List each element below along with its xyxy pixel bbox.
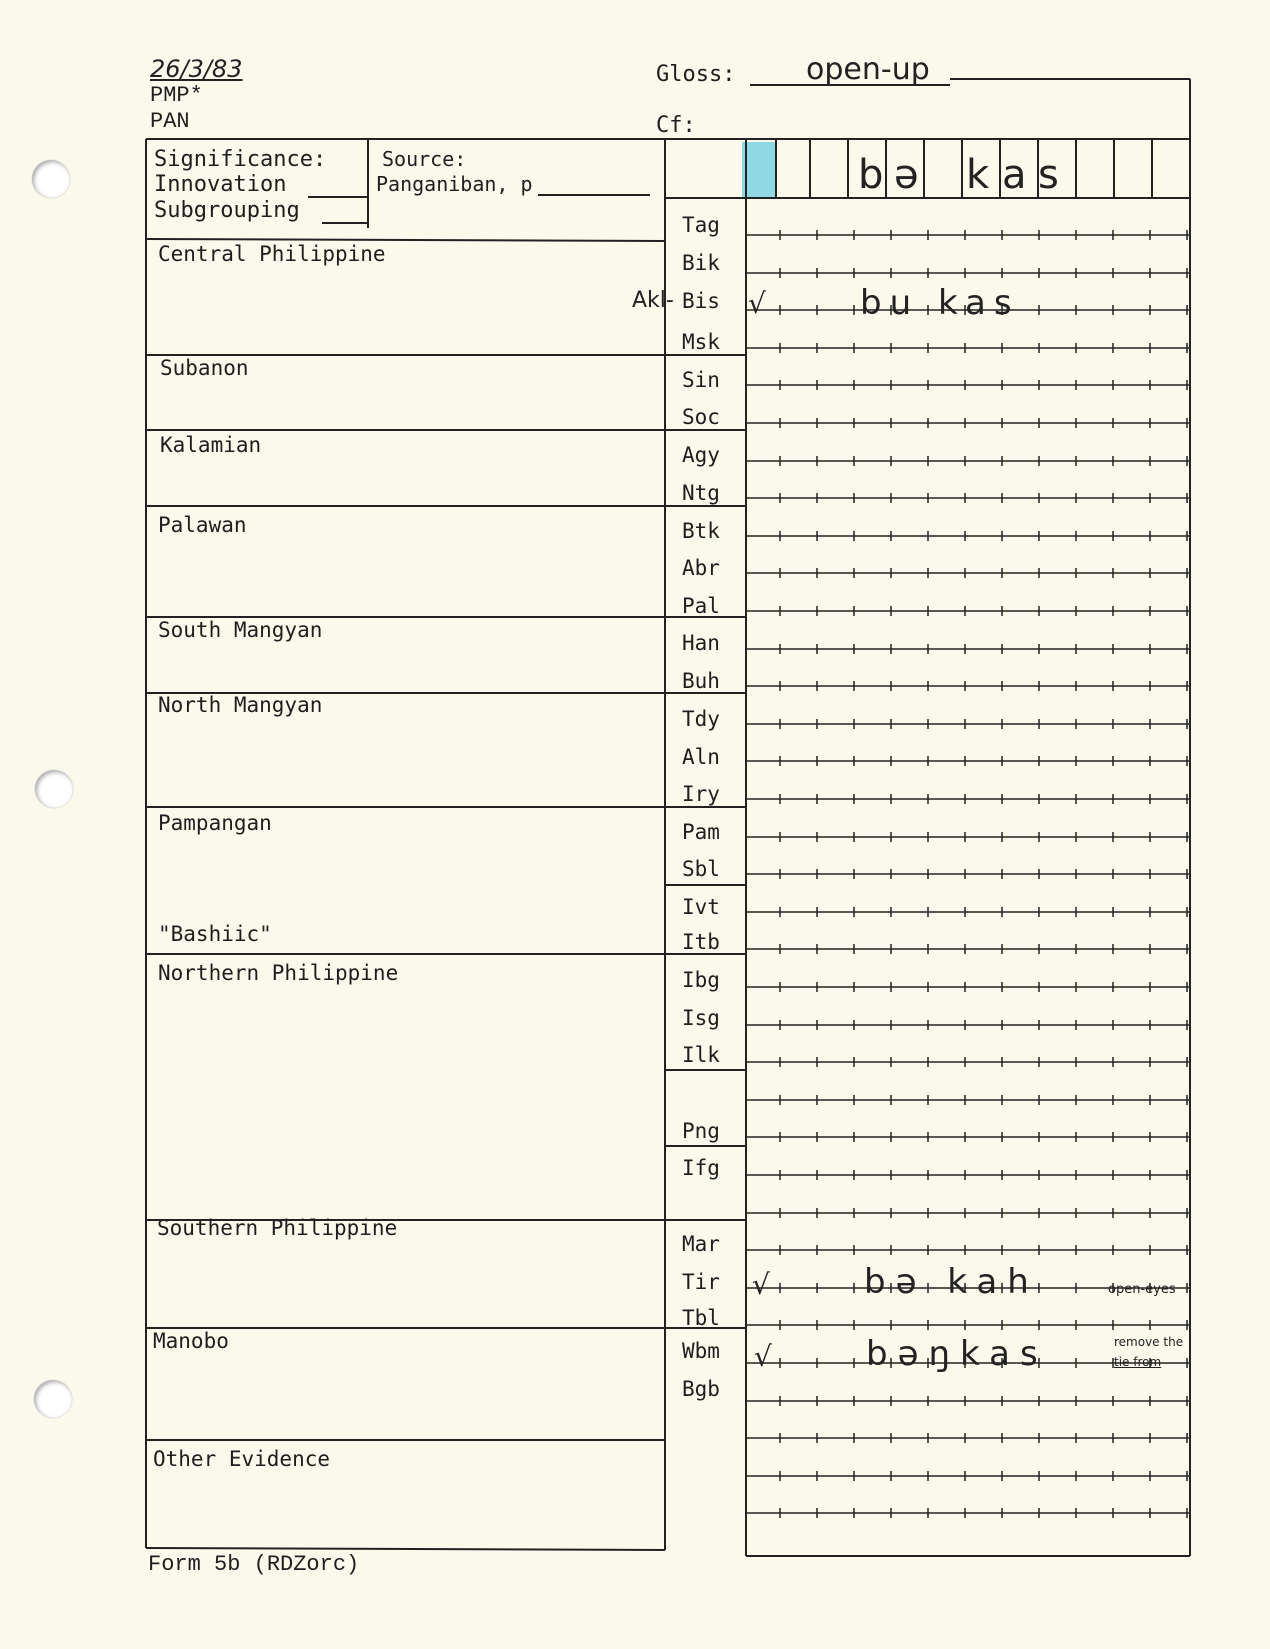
- date-handwritten: 26/3/83: [150, 55, 243, 83]
- wbm-note-line-1: remove the: [1114, 1335, 1184, 1349]
- lang-pam: Pam: [682, 820, 720, 844]
- tir-check: √: [752, 1268, 770, 1301]
- bis-form: bu kas: [860, 283, 1020, 323]
- lang-tag: Tag: [682, 213, 720, 237]
- lang-sin: Sin: [682, 368, 720, 392]
- cf-label: Cf:: [656, 113, 696, 138]
- source-label: Source:: [382, 147, 467, 171]
- lang-tdy: Tdy: [682, 707, 720, 731]
- lang-tbl: Tbl: [682, 1306, 720, 1330]
- group-north-mangyan: North Mangyan: [158, 693, 323, 717]
- reconstruction-segment-5: s: [1038, 152, 1059, 198]
- lang-han: Han: [682, 631, 720, 655]
- lang-iry: Iry: [682, 782, 720, 806]
- frame-bottom-left: [146, 1548, 665, 1550]
- reconstruction-segment-1: b: [858, 152, 884, 198]
- tir-form: bə kah: [864, 1262, 1039, 1302]
- proto-label-pan: PAN: [150, 109, 190, 134]
- group-manobo: Manobo: [153, 1329, 229, 1353]
- lang-aln: Aln: [682, 745, 720, 769]
- form-footer: Form 5b (RDZorc): [148, 1552, 360, 1577]
- lang-msk: Msk: [682, 330, 720, 354]
- lang-itb: Itb: [682, 930, 720, 954]
- significance-label: Significance:: [154, 147, 327, 172]
- lang-isg: Isg: [682, 1006, 720, 1030]
- group-central-philippine: Central Philippine: [158, 242, 386, 266]
- gloss-label: Gloss:: [656, 62, 736, 87]
- reconstruction-segment-4: a: [1002, 152, 1027, 198]
- lang-sbl: Sbl: [682, 857, 720, 881]
- significance-box-bottom: [146, 239, 665, 241]
- bis-check: √: [748, 287, 766, 320]
- lang-agy: Agy: [682, 443, 720, 467]
- group-pampangan: Pampangan: [158, 811, 272, 835]
- wbm-form: bəŋkas: [866, 1334, 1048, 1374]
- group-palawan: Palawan: [158, 513, 247, 537]
- group-kalamian: Kalamian: [160, 433, 262, 457]
- reconstruction-segment-3: k: [966, 152, 990, 198]
- group-northern-philippine: Northern Philippine: [158, 961, 399, 985]
- lang-pal: Pal: [682, 594, 720, 618]
- subgrouping-label: Subgrouping: [154, 198, 300, 223]
- lang-ilk: Ilk: [682, 1043, 720, 1067]
- lang-wbm: Wbm: [682, 1339, 720, 1363]
- lang-tir: Tir: [682, 1270, 720, 1294]
- group-southern-philippine: Southern Philippine: [157, 1216, 398, 1240]
- lang-buh: Buh: [682, 669, 720, 693]
- lang-bis: Bis: [682, 289, 720, 313]
- tir-note: open-eyes: [1108, 1282, 1176, 1297]
- gloss-value: open-up: [806, 52, 930, 87]
- wbm-check: √: [754, 1340, 772, 1373]
- lang-bik: Bik: [682, 251, 720, 275]
- lang-ntg: Ntg: [682, 481, 720, 505]
- lang-ibg: Ibg: [682, 968, 720, 992]
- reconstruction-segment-2: ə: [894, 152, 919, 198]
- lang-btk: Btk: [682, 519, 720, 543]
- lang-mar: Mar: [682, 1232, 720, 1256]
- innovation-label: Innovation: [154, 172, 287, 197]
- group-south-mangyan: South Mangyan: [158, 618, 323, 642]
- lang-png: Png: [682, 1119, 720, 1143]
- akl-prefix: Akl-: [632, 288, 674, 313]
- group-subanon: Subanon: [160, 356, 249, 380]
- lang-abr: Abr: [682, 556, 720, 580]
- group-bashiic: "Bashiic": [158, 922, 272, 946]
- lang-bgb: Bgb: [682, 1377, 720, 1401]
- source-value: Panganiban, p: [376, 172, 533, 196]
- lang-ivt: Ivt: [682, 895, 720, 919]
- lang-soc: Soc: [682, 405, 720, 429]
- group-other-evidence: Other Evidence: [153, 1447, 331, 1471]
- lang-ifg: Ifg: [682, 1156, 720, 1180]
- proto-label-pmp: PMP*: [150, 83, 203, 108]
- wbm-note-line-2: tie from: [1114, 1355, 1162, 1369]
